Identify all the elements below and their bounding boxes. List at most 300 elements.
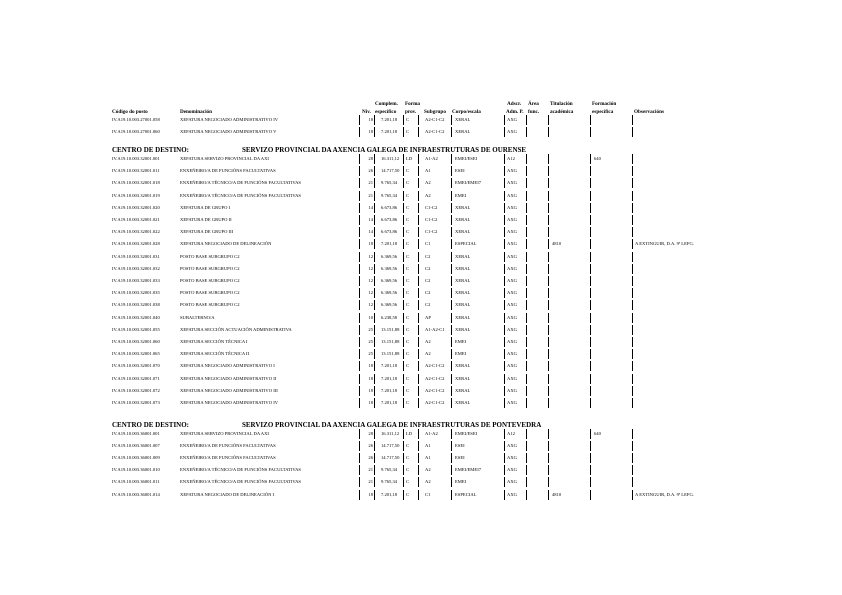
column-divider: [504, 349, 505, 359]
column-divider: [359, 178, 360, 188]
table-row: [0, 153, 842, 165]
column-divider: [359, 203, 360, 213]
cell-subgrupo: A2-C1-C2: [425, 363, 445, 369]
cell-forma-prov: C: [406, 467, 410, 473]
cell-name: XEFATURA NEGOCIADO ADMINISTRATIVO IV: [180, 117, 279, 122]
cell-subgrupo: C2: [425, 253, 431, 259]
column-divider: [632, 374, 633, 384]
cell-subgrupo: C1: [425, 241, 431, 247]
column-divider: [632, 178, 633, 188]
column-divider: [632, 349, 633, 359]
column-divider: [418, 300, 419, 310]
column-divider: [403, 239, 404, 249]
cell-subgrupo: A2: [425, 467, 431, 473]
cell-subgrupo: A2: [425, 192, 431, 198]
column-divider: [374, 264, 375, 274]
column-divider: [403, 264, 404, 274]
cell-niv: 26: [368, 168, 373, 174]
cell-complemento: 16.311,12: [381, 156, 400, 161]
column-divider: [418, 429, 419, 439]
cell-forma-prov: C: [406, 192, 410, 198]
column-divider: [632, 337, 633, 347]
column-divider: [504, 313, 505, 323]
column-divider: [632, 252, 633, 262]
cell-adscr: A12: [507, 431, 515, 436]
column-divider: [374, 288, 375, 298]
cell-code: IV.A19.10.003.32001.022: [112, 229, 160, 235]
cell-subgrupo: A2-C1-C2: [425, 129, 445, 135]
column-divider: [590, 337, 591, 347]
column-divider: [418, 398, 419, 408]
column-divider: [374, 215, 375, 225]
column-divider: [374, 191, 375, 201]
column-divider: [526, 398, 527, 408]
column-divider: [359, 374, 360, 384]
column-divider: [526, 115, 527, 125]
column-divider: [403, 325, 404, 335]
column-divider: [548, 429, 549, 439]
cell-subgrupo: A2: [425, 351, 431, 357]
column-divider: [504, 115, 505, 125]
column-divider: [418, 154, 419, 164]
column-divider: [590, 203, 591, 213]
column-divider: [374, 361, 375, 371]
cell-corpo: XERAL: [455, 326, 471, 332]
cell-complemento: 6.369,56: [381, 290, 398, 296]
cell-adscr: AXG: [507, 491, 517, 497]
header-area-2: func.: [528, 109, 540, 115]
cell-niv: 21: [368, 180, 373, 186]
cell-corpo: ESPECIAL: [455, 491, 477, 497]
cell-forma-prov: C: [406, 217, 410, 222]
column-divider: [359, 398, 360, 408]
cell-adscr: AXG: [507, 217, 517, 222]
cell-corpo: XERAL: [455, 129, 471, 135]
cell-adscr: A12: [507, 156, 515, 161]
column-divider: [632, 398, 633, 408]
column-divider: [451, 264, 452, 274]
column-divider: [590, 325, 591, 335]
cell-complemento: 6.673,86: [381, 229, 398, 235]
cell-forma-prov: C: [406, 265, 410, 271]
column-divider: [451, 386, 452, 396]
cell-subgrupo: C2: [425, 278, 431, 283]
cell-code: IV.A19.10.003.32001.035: [112, 290, 160, 296]
column-divider: [451, 239, 452, 249]
column-divider: [374, 154, 375, 164]
cell-adscr: AXG: [507, 180, 517, 186]
column-divider: [418, 325, 419, 335]
column-divider: [403, 288, 404, 298]
cell-corpo: EMEI/ESEI: [455, 431, 478, 436]
column-divider: [526, 288, 527, 298]
table-row: [0, 452, 842, 464]
table-row: [0, 126, 842, 138]
column-divider: [632, 300, 633, 310]
table-row: [0, 373, 842, 385]
column-divider: [451, 215, 452, 225]
column-divider: [374, 227, 375, 237]
cell-adscr: AXG: [507, 129, 517, 135]
cell-complemento: 13.151,88: [381, 326, 400, 332]
column-divider: [359, 337, 360, 347]
cell-corpo: XERAL: [455, 302, 471, 308]
cell-niv: 18: [368, 491, 373, 497]
cell-code: IV.A19.10.003.32001.060: [112, 339, 160, 344]
column-divider: [451, 203, 452, 213]
column-divider: [359, 325, 360, 335]
column-divider: [504, 252, 505, 262]
column-divider: [451, 477, 452, 487]
cell-forma-prov: C: [406, 229, 410, 235]
cell-corpo: XERAL: [455, 265, 471, 271]
cell-complemento: 16.311,12: [381, 431, 400, 436]
cell-adscr: AXG: [507, 455, 517, 461]
cell-corpo: EMEI: [455, 351, 467, 357]
column-divider: [374, 465, 375, 475]
cell-name: XEFATURA NEGOCIADO DE DELINEACIÓN: [180, 241, 272, 247]
cell-niv: 12: [368, 253, 373, 259]
column-divider: [526, 349, 527, 359]
column-divider: [504, 239, 505, 249]
column-divider: [590, 264, 591, 274]
column-divider: [632, 429, 633, 439]
cell-subgrupo: AP: [425, 314, 431, 320]
column-divider: [548, 325, 549, 335]
column-divider: [451, 178, 452, 188]
cell-forma-prov: C: [406, 443, 410, 449]
column-divider: [359, 215, 360, 225]
cell-complemento: 6.238,58: [381, 314, 398, 320]
column-divider: [632, 215, 633, 225]
column-divider: [403, 203, 404, 213]
column-divider: [451, 288, 452, 298]
column-divider: [374, 429, 375, 439]
cell-code: IV.A19.10.003.32001.001: [112, 156, 160, 161]
column-divider: [526, 313, 527, 323]
header-area-1: Área: [528, 101, 539, 107]
cell-subgrupo: A2: [425, 180, 431, 186]
column-divider: [548, 227, 549, 237]
column-divider: [504, 154, 505, 164]
column-divider: [418, 337, 419, 347]
column-divider: [403, 166, 404, 176]
cell-code: IV.A19.10.003.32001.032: [112, 265, 160, 271]
cell-titulacion: 4810: [552, 491, 562, 497]
table-row: [0, 114, 842, 126]
column-divider: [526, 490, 527, 500]
column-divider: [403, 477, 404, 487]
cell-complemento: 9.765,34: [381, 479, 398, 485]
cell-forma-prov: C: [406, 363, 410, 369]
column-divider: [548, 166, 549, 176]
column-divider: [590, 490, 591, 500]
cell-code: IV.A19.10.003.32001.073: [112, 400, 160, 405]
column-divider: [548, 361, 549, 371]
column-divider: [359, 349, 360, 359]
cell-subgrupo: A1-A2-C1: [425, 326, 445, 332]
cell-subgrupo: C2: [425, 265, 431, 271]
table-row: [0, 177, 842, 189]
column-divider: [526, 239, 527, 249]
table-row: [0, 324, 842, 336]
column-divider: [451, 465, 452, 475]
column-divider: [526, 252, 527, 262]
column-divider: [590, 453, 591, 463]
cell-code: IV.A19.10.003.27001.058: [112, 117, 160, 122]
cell-adscr: AXG: [507, 443, 517, 449]
column-divider: [526, 325, 527, 335]
cell-adscr: AXG: [507, 363, 517, 369]
column-divider: [548, 276, 549, 286]
cell-forma-prov: C: [406, 241, 410, 247]
cell-subgrupo: A1-A2: [425, 156, 438, 161]
header-codigo: Código do posto: [112, 109, 148, 115]
column-divider: [590, 154, 591, 164]
table-row: [0, 190, 842, 202]
cell-name: ENXEÑEIRO/A DE FUNCIÓNS FACULTATIVAS: [180, 455, 276, 461]
column-divider: [403, 127, 404, 137]
cell-adscr: AXG: [507, 265, 517, 271]
cell-forma-prov: C: [406, 491, 410, 497]
column-divider: [403, 490, 404, 500]
column-divider: [504, 441, 505, 451]
column-divider: [526, 477, 527, 487]
column-divider: [548, 264, 549, 274]
column-divider: [548, 386, 549, 396]
cell-niv: 18: [368, 387, 373, 393]
cell-subgrupo: A2-C1-C2: [425, 400, 445, 405]
column-divider: [632, 239, 633, 249]
cell-niv: 18: [368, 241, 373, 247]
column-divider: [548, 490, 549, 500]
table-row: [0, 287, 842, 299]
column-divider: [418, 191, 419, 201]
cell-niv: 14: [368, 204, 373, 210]
cell-forma-prov: C: [406, 375, 410, 381]
column-divider: [451, 453, 452, 463]
cell-name: POSTO BASE SUBGRUPO C2: [180, 265, 240, 271]
table-row: [0, 385, 842, 397]
column-divider: [504, 288, 505, 298]
cell-code: IV.A19.10.003.36001.014: [112, 491, 160, 497]
cell-adscr: AXG: [507, 253, 517, 259]
cell-forma-prov: C: [406, 204, 410, 210]
cell-forma-prov: C: [406, 117, 410, 122]
cell-observacions: A EXTINGUIR, D.A. 9ª LEFG.: [635, 241, 694, 247]
column-divider: [548, 115, 549, 125]
cell-niv: 12: [368, 302, 373, 308]
cell-forma-prov: C: [406, 455, 410, 461]
column-divider: [403, 252, 404, 262]
column-divider: [548, 127, 549, 137]
cell-name: XEFATURA NEGOCIADO ADMINISTRATIVO IV: [180, 400, 279, 405]
column-divider: [403, 398, 404, 408]
cell-forma-prov: C: [406, 314, 410, 320]
column-divider: [359, 227, 360, 237]
cell-code: IV.A19.10.003.32001.028: [112, 241, 160, 247]
cell-name: XEFATURA NEGOCIADO ADMINISTRATIVO III: [180, 387, 278, 393]
header-complem-2: específico: [375, 109, 397, 115]
column-divider: [548, 349, 549, 359]
column-divider: [632, 227, 633, 237]
cell-adscr: AXG: [507, 400, 517, 405]
column-divider: [632, 166, 633, 176]
column-divider: [632, 127, 633, 137]
column-divider: [526, 441, 527, 451]
cell-forma-prov: C: [406, 400, 410, 405]
cell-forma-prov: C: [406, 351, 410, 357]
cell-name: XEFATURA NEGOCIADO ADMINISTRATIVO V: [180, 129, 277, 135]
column-divider: [374, 398, 375, 408]
column-divider: [526, 453, 527, 463]
cell-name: XEFATURA SECCIÓN TÉCNICA I: [180, 339, 248, 344]
cell-adscr: AXG: [507, 192, 517, 198]
column-divider: [451, 374, 452, 384]
column-divider: [359, 127, 360, 137]
column-divider: [403, 465, 404, 475]
column-divider: [374, 276, 375, 286]
column-divider: [451, 227, 452, 237]
cell-complemento: 7.201,18: [381, 129, 398, 135]
cell-forma-prov: C: [406, 339, 410, 344]
centre-label: CENTRO DE DESTINO:: [112, 421, 190, 429]
cell-subgrupo: A2-C1-C2: [425, 117, 445, 122]
column-divider: [359, 386, 360, 396]
column-divider: [504, 264, 505, 274]
column-divider: [548, 465, 549, 475]
cell-adscr: AXG: [507, 314, 517, 320]
cell-adscr: AXG: [507, 168, 517, 174]
column-divider: [504, 127, 505, 137]
column-divider: [548, 154, 549, 164]
cell-niv: 26: [368, 455, 373, 461]
column-divider: [403, 337, 404, 347]
cell-subgrupo: C2: [425, 290, 431, 296]
column-divider: [504, 227, 505, 237]
column-divider: [632, 477, 633, 487]
column-divider: [418, 386, 419, 396]
cell-subgrupo: A1: [425, 455, 431, 461]
cell-code: IV.A19.10.003.27001.060: [112, 129, 160, 135]
column-divider: [451, 115, 452, 125]
cell-name: XEFATURA NEGOCIADO ADMINISTRATIVO II: [180, 375, 277, 381]
cell-code: IV.A19.10.003.36001.007: [112, 443, 160, 449]
column-divider: [632, 441, 633, 451]
column-divider: [526, 154, 527, 164]
cell-name: ENXEÑEIRO/A DE FUNCIÓNS FACULTATIVAS: [180, 443, 276, 449]
column-divider: [632, 191, 633, 201]
cell-adscr: AXG: [507, 241, 517, 247]
column-divider: [548, 313, 549, 323]
column-divider: [504, 215, 505, 225]
column-divider: [418, 178, 419, 188]
column-divider: [548, 203, 549, 213]
column-divider: [359, 166, 360, 176]
column-divider: [504, 325, 505, 335]
column-divider: [451, 191, 452, 201]
cell-complemento: 7.201,18: [381, 491, 398, 497]
column-divider: [590, 288, 591, 298]
cell-name: POSTO BASE SUBGRUPO C2: [180, 290, 240, 296]
cell-adscr: AXG: [507, 229, 517, 235]
column-divider: [451, 361, 452, 371]
cell-complemento: 7.201,18: [381, 241, 398, 247]
cell-forma-prov: C: [406, 387, 410, 393]
cell-complemento: 14.717,50: [381, 455, 400, 461]
cell-subgrupo: A2-C1-C2: [425, 387, 445, 393]
column-divider: [590, 191, 591, 201]
column-divider: [451, 441, 452, 451]
header-denominacion: Denominación: [180, 109, 212, 115]
table-row: [0, 428, 842, 440]
header-corpo: Corpo/escala: [452, 109, 481, 115]
cell-forma-prov: LD: [406, 156, 413, 161]
cell-name: XEFATURA DE GRUPO II: [180, 217, 232, 222]
column-divider: [526, 361, 527, 371]
column-divider: [548, 300, 549, 310]
column-divider: [632, 313, 633, 323]
column-divider: [548, 239, 549, 249]
column-divider: [590, 127, 591, 137]
column-divider: [451, 252, 452, 262]
cell-name: ENXEÑEIRO/A TÉCNICO/A DE FUNCIÓNS FACULTATIVAS: [180, 192, 301, 198]
cell-adscr: AXG: [507, 351, 517, 357]
column-divider: [418, 252, 419, 262]
column-divider: [504, 477, 505, 487]
cell-corpo: XERAL: [455, 387, 471, 393]
cell-adscr: AXG: [507, 326, 517, 332]
column-divider: [403, 276, 404, 286]
cell-complemento: 13.151,88: [381, 351, 400, 357]
column-divider: [359, 154, 360, 164]
cell-code: IV.A19.10.003.32001.055: [112, 326, 160, 332]
cell-name: XEFATURA SERVIZO PROVINCIAL DA AXI: [180, 431, 269, 436]
column-divider: [451, 313, 452, 323]
cell-forma-prov: C: [406, 253, 410, 259]
column-divider: [403, 313, 404, 323]
table-row: [0, 489, 842, 501]
cell-niv: 28: [368, 431, 373, 436]
column-divider: [590, 300, 591, 310]
cell-adscr: AXG: [507, 387, 517, 393]
column-divider: [403, 429, 404, 439]
column-divider: [451, 349, 452, 359]
cell-corpo: XERAL: [455, 375, 471, 381]
column-divider: [451, 300, 452, 310]
cell-subgrupo: A1: [425, 443, 431, 449]
cell-code: IV.A19.10.003.32001.033: [112, 278, 160, 283]
column-divider: [526, 465, 527, 475]
cell-corpo: XERAL: [455, 117, 471, 122]
cell-corpo: ESPECIAL: [455, 241, 477, 247]
cell-adscr: AXG: [507, 479, 517, 485]
table-row: [0, 397, 842, 409]
column-divider: [504, 178, 505, 188]
column-divider: [548, 477, 549, 487]
column-divider: [374, 386, 375, 396]
cell-corpo: XERAL: [455, 217, 471, 222]
cell-forma-prov: C: [406, 326, 410, 332]
cell-name: POSTO BASE SUBGRUPO C2: [180, 253, 240, 259]
column-divider: [451, 325, 452, 335]
cell-niv: 21: [368, 479, 373, 485]
cell-name: POSTO BASE SUBGRUPO C2: [180, 278, 240, 283]
header-subgrupo: Subgrupo: [424, 109, 446, 115]
cell-code: IV.A19.10.003.32001.020: [112, 204, 160, 210]
cell-corpo: XERAL: [455, 290, 471, 296]
column-divider: [403, 386, 404, 396]
